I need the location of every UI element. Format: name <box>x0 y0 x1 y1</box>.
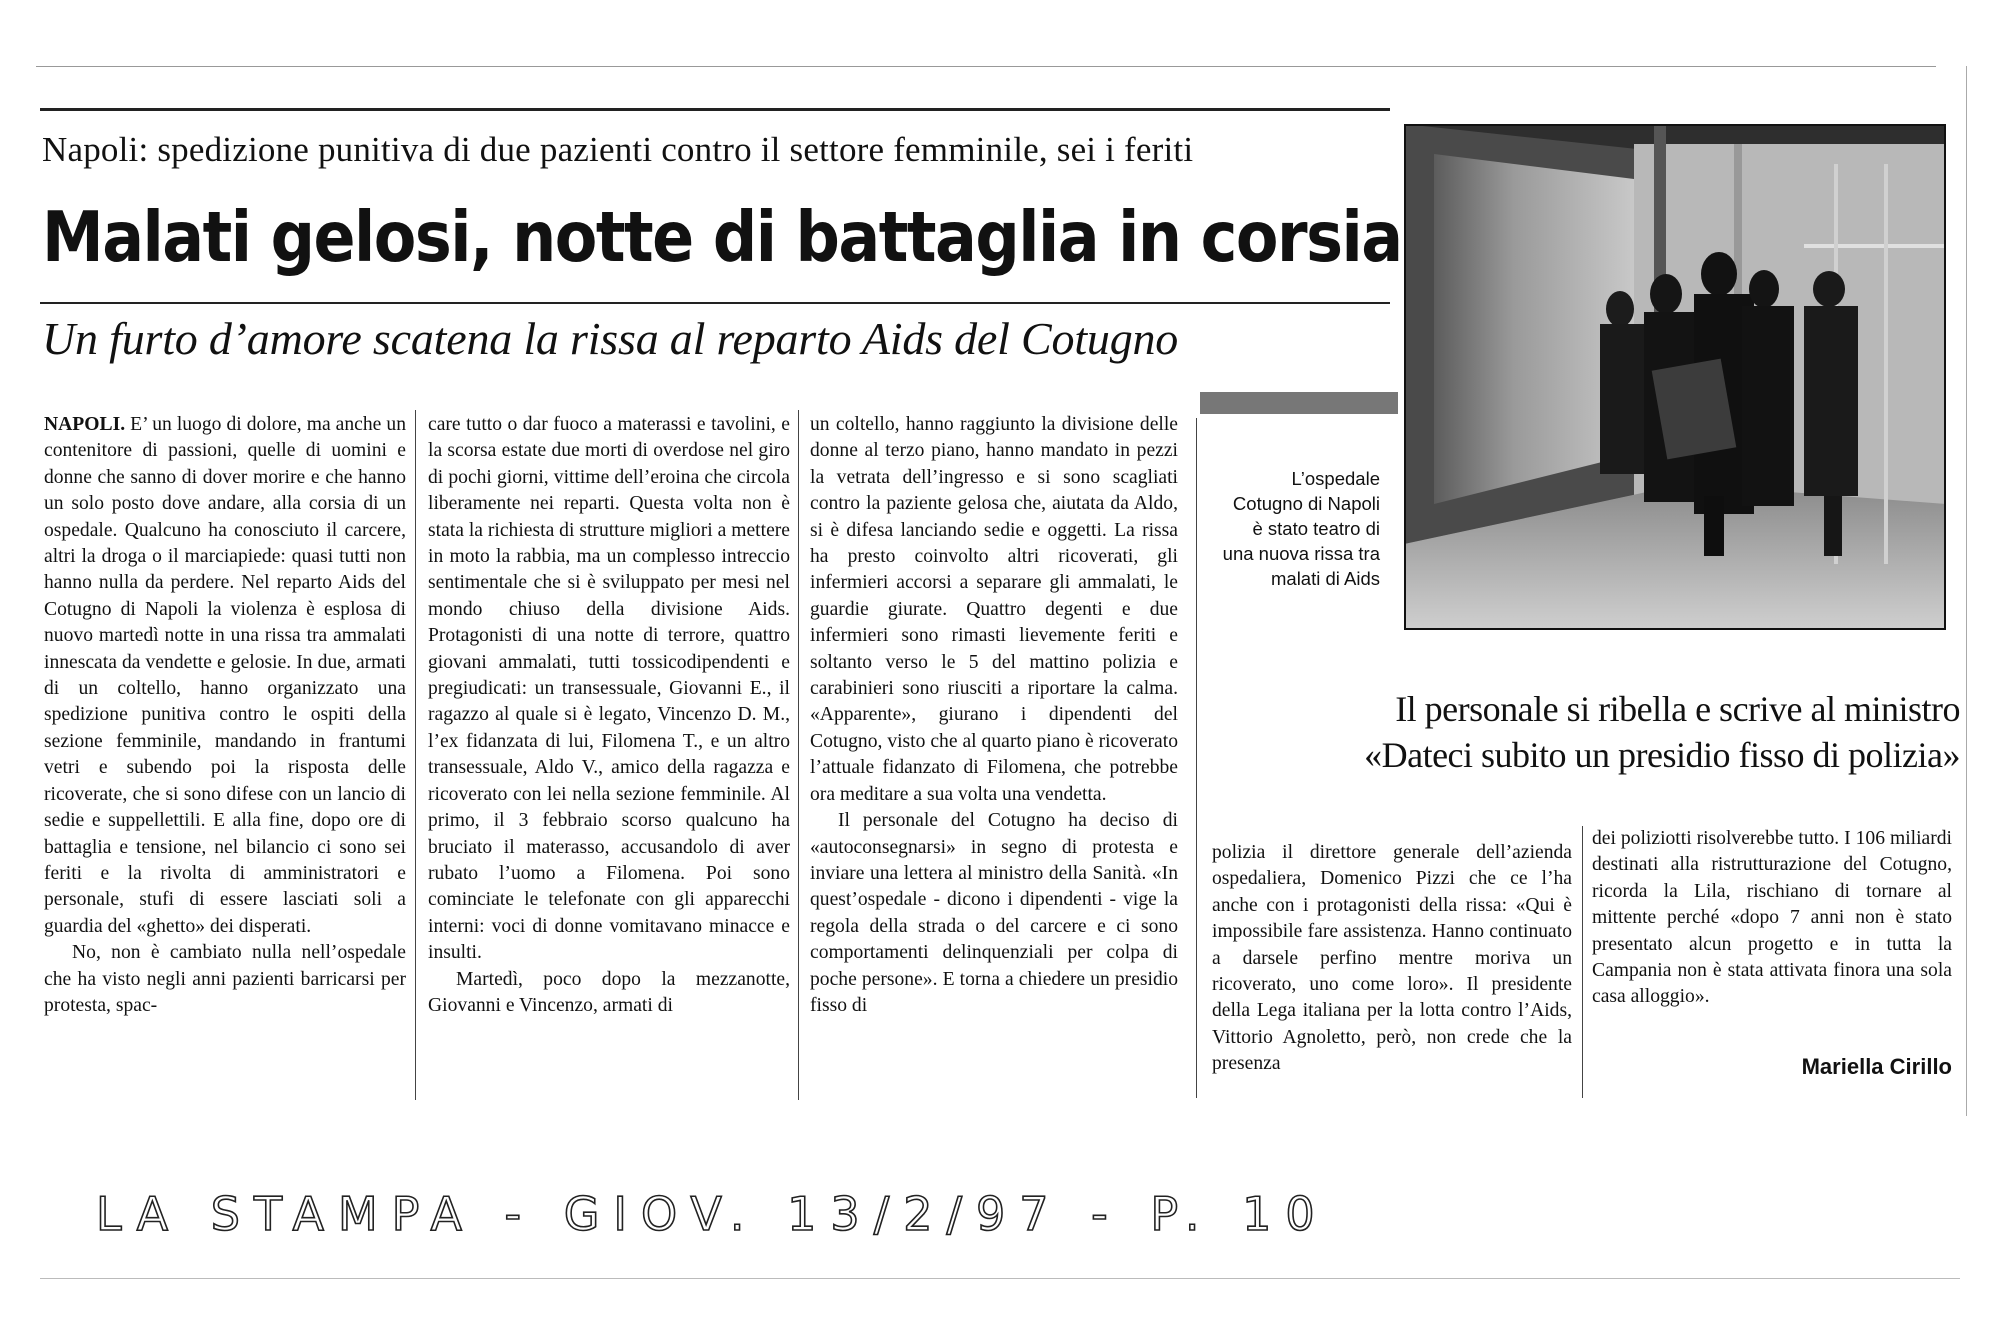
clip-right-edge <box>1966 66 1967 1116</box>
article-subhead: Un furto d’amore scatena la rissa al reparto Aids del Cotugno <box>42 313 1179 364</box>
bottom-dotted-rule <box>40 1278 1960 1279</box>
caption-bar <box>1200 392 1398 414</box>
paragraph <box>44 412 406 940</box>
subhead-rule <box>40 302 1390 304</box>
article-column-3 <box>810 412 1178 1019</box>
top-rule <box>40 108 1390 111</box>
photo-caption: L’ospedale Cotugno di Napoli è stato teatro di una nuova rissa tra malati di Aids <box>1222 468 1380 589</box>
paragraph: Martedì, poco dopo la mezzanotte, Giovanni e Vincenzo, armati di <box>428 968 790 1016</box>
column-divider-1 <box>415 410 416 1100</box>
article-column-1 <box>44 412 406 1019</box>
article-kicker: Napoli: spedizione punitiva di due pazienti contro il settore femminile, sei i feriti <box>42 130 1194 169</box>
paragraph-text: E’ un luogo di dolore, ma anche un contenitore di passioni, quelle di uomini e donne che sanno di dover morire e che hanno un solo posto dove andare, alla corsia di un ospedale. Qualcuno ha conosciuto il carcere, altri la droga o il marciapiede: quasi tutti non hanno nulla da perdere. Nel reparto Aids del Cotugno di Napoli la violenza è esplosa di nuovo martedì notte in una rissa tra ammalati innescata da vendette e gelosie. In due, armati di un coltello, hanno organizzato una spedizione punitiva contro le ospiti della sezione femminile, mandando in frantumi vetri e subendo poi la risposta delle ricoverate, che si sono difese con un lancio di sedie e suppellettili. E alla fine, dopo ore di battaglia e tensione, nel bilancio ci sono sei feriti e la rivolta di amministratori e personale, stufi di essere lasciati soli a guardia del «ghetto» dei disperati. <box>44 414 406 937</box>
column-divider-2 <box>798 410 799 1100</box>
column-divider-4 <box>1582 826 1583 1098</box>
handwritten-note <box>96 1172 1396 1252</box>
handwritten-note-svg <box>96 1172 1396 1252</box>
sidebar-headline-line-2: «Dateci subito un presidio fisso di polizia» <box>1364 735 1960 775</box>
column-divider-3 <box>1196 418 1197 1098</box>
paragraph: care tutto o dar fuoco a materassi e tavolini, e la scorsa estate due morti di overdose nel giro di pochi giorni, vittime dell’eroina che circola liberamente nei reparti. Questa volta non è stata la richiesta di strutture migliori a mettere in moto la rabbia, ma un complesso intreccio sentimentale che si è sviluppato per mesi nel mondo chiuso della divisione Aids. Protagonisti di una notte di terrore, quattro giovani ammalati, tutti tossicodipendenti e pregiudicati: un transessuale, Giovanni E., il ragazzo al quale si è legato, Vincenzo D. M., l’ex fidanzata di lui, Filomena T., e un altro transessuale, Aldo V., amico della ragazza e ricoverato con lei nella sezione femminile. Al primo, il 3 febbraio scorso qualcuno ha bruciato il materasso, accusandolo di aver rubato l’uomo a Filomena. Poi sono cominciate le telefonate con gli apparecchi interni: voci di donne vomitavano minacce e insulti. <box>428 414 790 964</box>
paragraph: Il personale del Cotugno ha deciso di «autoconsegnarsi» in segno di protesta e inviare una lettera al ministro della Sanità. «In quest’ospedale - dicono i dipendenti - vige la regola della strada o del carcere e ci sono comportamenti delinquenziali per colpa di poche persone». E torna a chiedere un presidio fisso di <box>810 810 1178 1016</box>
hospital-photo <box>1404 124 1946 630</box>
article-column-5 <box>1592 826 1952 1011</box>
sidebar-headline-line-1: Il personale si ribella e scrive al ministro <box>1395 689 1960 729</box>
paragraph: polizia il direttore generale dell’azienda ospedaliera, Domenico Pizzi che ce l’ha anche con i protagonisti della rissa: «Qui è impossibile fare assistenza. Hanno continuato a darsele perfino mentre moriva un ricoverato, uno come loro». Il presidente della Lega italiana per la lotta contro l’Aids, Vittorio Agnoletto, però, non crede che la presenza <box>1212 842 1572 1075</box>
article-column-4 <box>1212 840 1572 1078</box>
paragraph: No, non è cambiato nulla nell’ospedale che ha visto negli anni pazienti barricarsi per protesta, spac- <box>44 942 406 1016</box>
article-column-2 <box>428 412 790 1019</box>
photo-illustration <box>1404 124 1946 630</box>
article-headline: Malati gelosi, notte di battaglia in corsia <box>42 196 1402 278</box>
byline: Mariella Cirillo <box>1801 1054 1952 1079</box>
paragraph: un coltello, hanno raggiunto la divisione delle donne al terzo piano, hanno mandato in pezzi la vetrata dell’ingresso e si sono scagliati contro la paziente gelosa che, aiutata da Aldo, si è difesa lanciando sedie e oggetti. La rissa ha presto coinvolto altri ricoverati, gli infermieri accorsi a separare gli ammalati, le guardie giurate. Quattro degenti e due infermieri sono rimasti lievemente feriti e soltanto verso le 5 del mattino polizia e carabinieri sono riusciti a riportare la calma. «Apparente», giurano i dipendenti del Cotugno, visto che al quarto piano è ricoverato l’attuale fidanzato di Filomena, che potrebbe ora meditare a sua volta una vendetta. <box>810 414 1178 805</box>
clip-top-edge <box>36 66 1936 67</box>
handwritten-note-text: LA STAMPA - GIOV. 13/2/97 - P. 10 <box>96 1187 1329 1241</box>
sidebar-headline <box>1212 686 1960 778</box>
paragraph: dei poliziotti risolverebbe tutto. I 106 miliardi destinati alla ristrutturazione del Cotugno, ricorda la Lila, rischiano di tornare al mittente perché «dopo 7 anni non è stato presentato alcun progetto e in tutta la Campania non è stata attivata finora una sola casa alloggio». <box>1592 828 1952 1008</box>
dateline: NAPOLI. <box>44 414 126 435</box>
